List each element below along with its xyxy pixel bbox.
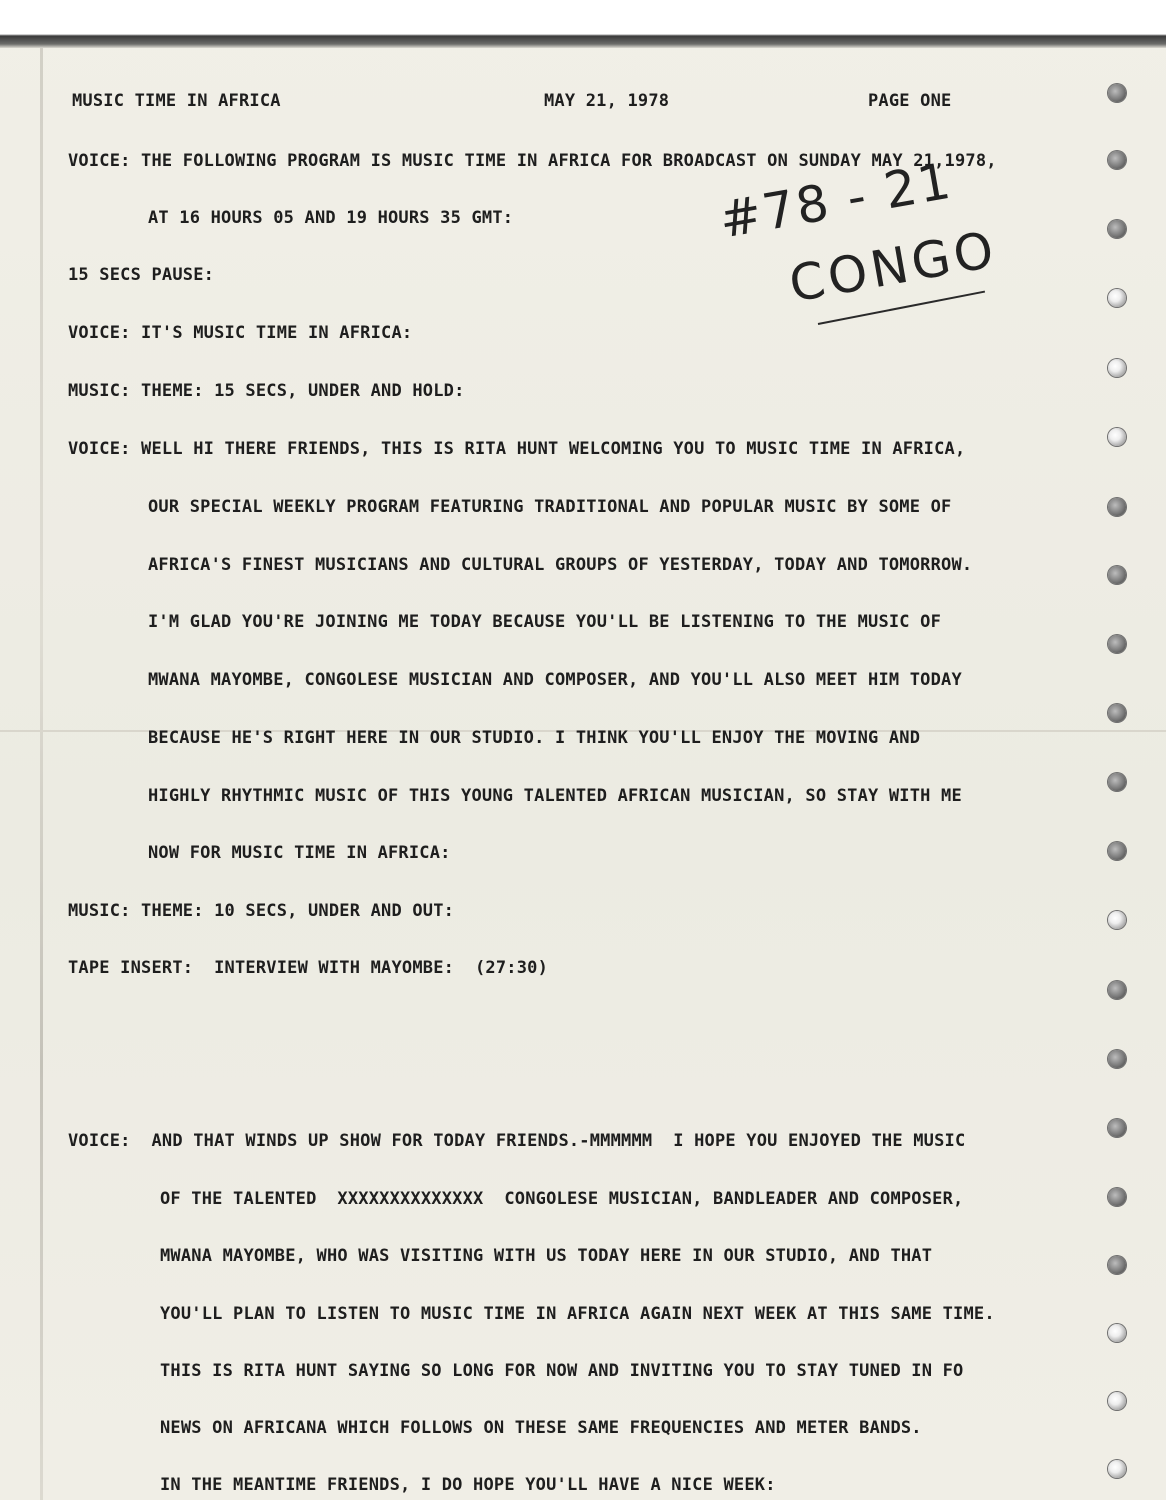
feed-hole xyxy=(1108,704,1126,722)
feed-hole xyxy=(1108,635,1126,653)
script-line: VOICE: WELL HI THERE FRIENDS, THIS IS RITA HUNT WELCOMING YOU TO MUSIC TIME IN AFRICA, xyxy=(68,439,966,459)
feed-hole xyxy=(1108,151,1126,169)
feed-hole xyxy=(1108,1119,1126,1137)
feed-hole xyxy=(1108,842,1126,860)
feed-hole xyxy=(1108,84,1126,102)
script-line: I'M GLAD YOU'RE JOINING ME TODAY BECAUSE YOU'LL BE LISTENING TO THE MUSIC OF xyxy=(148,612,942,632)
script-line: YOU'LL PLAN TO LISTEN TO MUSIC TIME IN AFRICA AGAIN NEXT WEEK AT THIS SAME TIME. xyxy=(160,1304,995,1324)
handwritten-country: CONGO xyxy=(784,220,1002,314)
script-line: AT 16 HOURS 05 AND 19 HOURS 35 GMT: xyxy=(148,208,514,228)
script-line: BECAUSE HE'S RIGHT HERE IN OUR STUDIO. I THINK YOU'LL ENJOY THE MOVING AND xyxy=(148,728,921,748)
script-line: 15 SECS PAUSE: xyxy=(68,265,215,285)
feed-hole xyxy=(1108,498,1126,516)
feed-hole xyxy=(1108,911,1126,929)
feed-hole xyxy=(1108,428,1126,446)
script-line: OF THE TALENTED XXXXXXXXXXXXXX CONGOLESE MUSICIAN, BANDLEADER AND COMPOSER, xyxy=(160,1189,964,1209)
feed-hole xyxy=(1108,359,1126,377)
feed-hole xyxy=(1108,289,1126,307)
script-line: TAPE INSERT: INTERVIEW WITH MAYOMBE: (27:30) xyxy=(68,958,549,978)
scan-top-edge xyxy=(0,0,1166,48)
feed-hole xyxy=(1108,220,1126,238)
script-line: MWANA MAYOMBE, CONGOLESE MUSICIAN AND COMPOSER, AND YOU'LL ALSO MEET HIM TODAY xyxy=(148,670,962,690)
header-page: PAGE ONE xyxy=(868,91,952,111)
feed-hole xyxy=(1108,1188,1126,1206)
left-margin-line xyxy=(40,48,43,1500)
feed-hole xyxy=(1108,1256,1126,1274)
script-line: MUSIC: THEME: 10 SECS, UNDER AND OUT: xyxy=(68,901,455,921)
script-line: VOICE: IT'S MUSIC TIME IN AFRICA: xyxy=(68,323,413,343)
feed-hole xyxy=(1108,1460,1126,1478)
script-line: OUR SPECIAL WEEKLY PROGRAM FEATURING TRADITIONAL AND POPULAR MUSIC BY SOME OF xyxy=(148,497,952,517)
feed-hole xyxy=(1108,1050,1126,1068)
script-line: NEWS ON AFRICANA WHICH FOLLOWS ON THESE SAME FREQUENCIES AND METER BANDS. xyxy=(160,1418,922,1438)
script-line: NOW FOR MUSIC TIME IN AFRICA: xyxy=(148,843,451,863)
header-date: MAY 21, 1978 xyxy=(544,91,670,111)
script-line: AFRICA'S FINEST MUSICIANS AND CULTURAL GROUPS OF YESTERDAY, TODAY AND TOMORROW. xyxy=(148,555,973,575)
feed-hole xyxy=(1108,566,1126,584)
handwritten-script-number: #78 - 21 xyxy=(714,151,957,250)
script-line: HIGHLY RHYTHMIC MUSIC OF THIS YOUNG TALENTED AFRICAN MUSICIAN, SO STAY WITH ME xyxy=(148,786,962,806)
feed-hole xyxy=(1108,1324,1126,1342)
script-line: MUSIC: THEME: 15 SECS, UNDER AND HOLD: xyxy=(68,381,465,401)
feed-hole xyxy=(1108,1392,1126,1410)
script-line: IN THE MEANTIME FRIENDS, I DO HOPE YOU'LL HAVE A NICE WEEK: xyxy=(160,1475,776,1495)
feed-hole xyxy=(1108,773,1126,791)
header-program: MUSIC TIME IN AFRICA xyxy=(72,91,281,111)
feed-hole xyxy=(1108,981,1126,999)
script-line: MWANA MAYOMBE, WHO WAS VISITING WITH US TODAY HERE IN OUR STUDIO, AND THAT xyxy=(160,1246,933,1266)
script-line: THIS IS RITA HUNT SAYING SO LONG FOR NOW AND INVITING YOU TO STAY TUNED IN FO xyxy=(160,1361,964,1381)
script-line: VOICE: THE FOLLOWING PROGRAM IS MUSIC TIME IN AFRICA FOR BROADCAST ON SUNDAY MAY 21,1978, xyxy=(68,151,997,171)
script-line: VOICE: AND THAT WINDS UP SHOW FOR TODAY FRIENDS.-MMMMMM I HOPE YOU ENJOYED THE MUSIC xyxy=(68,1131,966,1151)
